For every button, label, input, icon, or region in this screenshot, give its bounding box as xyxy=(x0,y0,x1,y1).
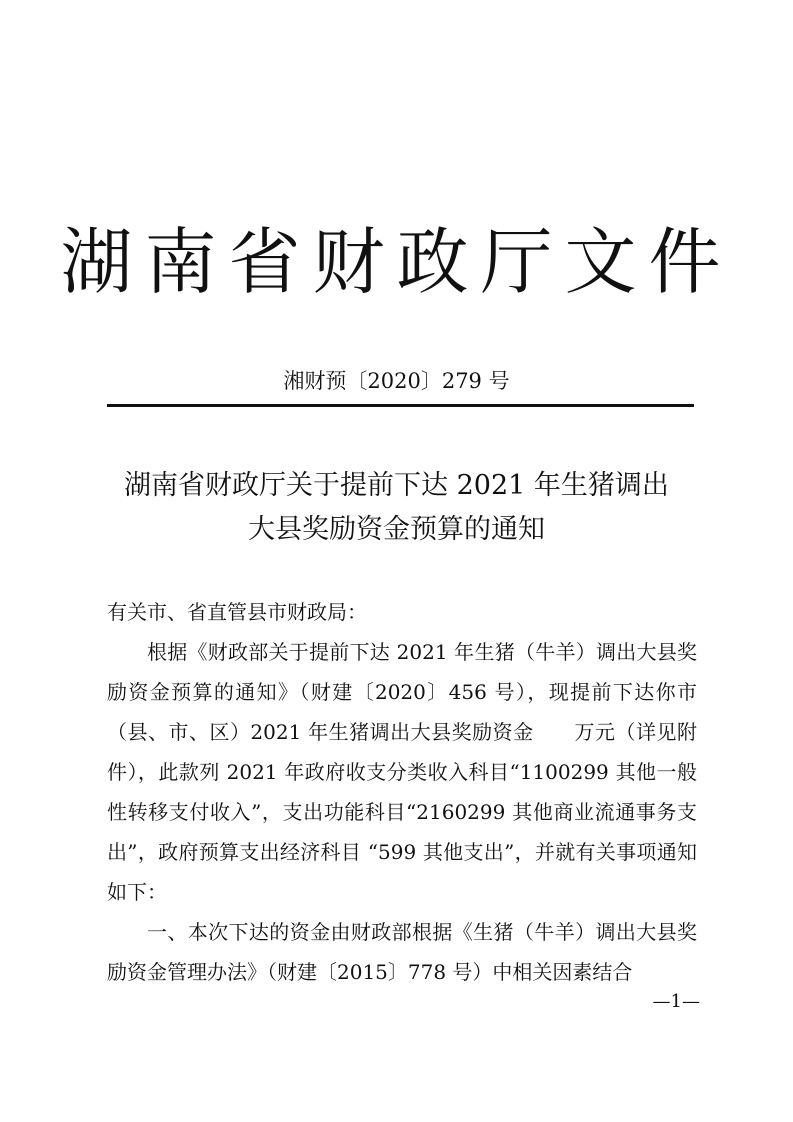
document-body xyxy=(107,592,697,992)
title-line-1: 湖南省财政厅关于提前下达 2021 年生猪调出 xyxy=(124,470,669,501)
body-paragraph-2: 一、本次下达的资金由财政部根据《生猪（牛羊）调出大县奖励资金管理办法》（财建〔2015〕778 号）中相关因素结合 xyxy=(107,920,697,984)
header-rule xyxy=(107,404,694,407)
page-number: —1— xyxy=(652,991,700,1012)
document-title xyxy=(80,464,713,552)
salutation: 有关市、省直管县市财政局： xyxy=(107,600,367,624)
masthead: 湖南省财政厅文件 xyxy=(60,220,733,304)
body-paragraph-1: 根据《财政部关于提前下达 2021 年生猪（牛羊）调出大县奖励资金预算的通知》（财建〔2020〕456 号），现提前下达你市（县、市、区）2021 年生猪调出大县奖励资金 万元（详见附件），此款列 2021 年政府收支分类收入科目“1100299 其他一般性转移支付收入”，支出功能科目“2160299 其他商业流通事务支出”，政府预算支出经济科目 “599 其他支出”，并就有关事项通知如下： xyxy=(107,640,697,904)
document-number: 湘财预〔2020〕279 号 xyxy=(283,369,510,393)
title-line-2: 大县奖励资金预算的通知 xyxy=(248,514,545,545)
